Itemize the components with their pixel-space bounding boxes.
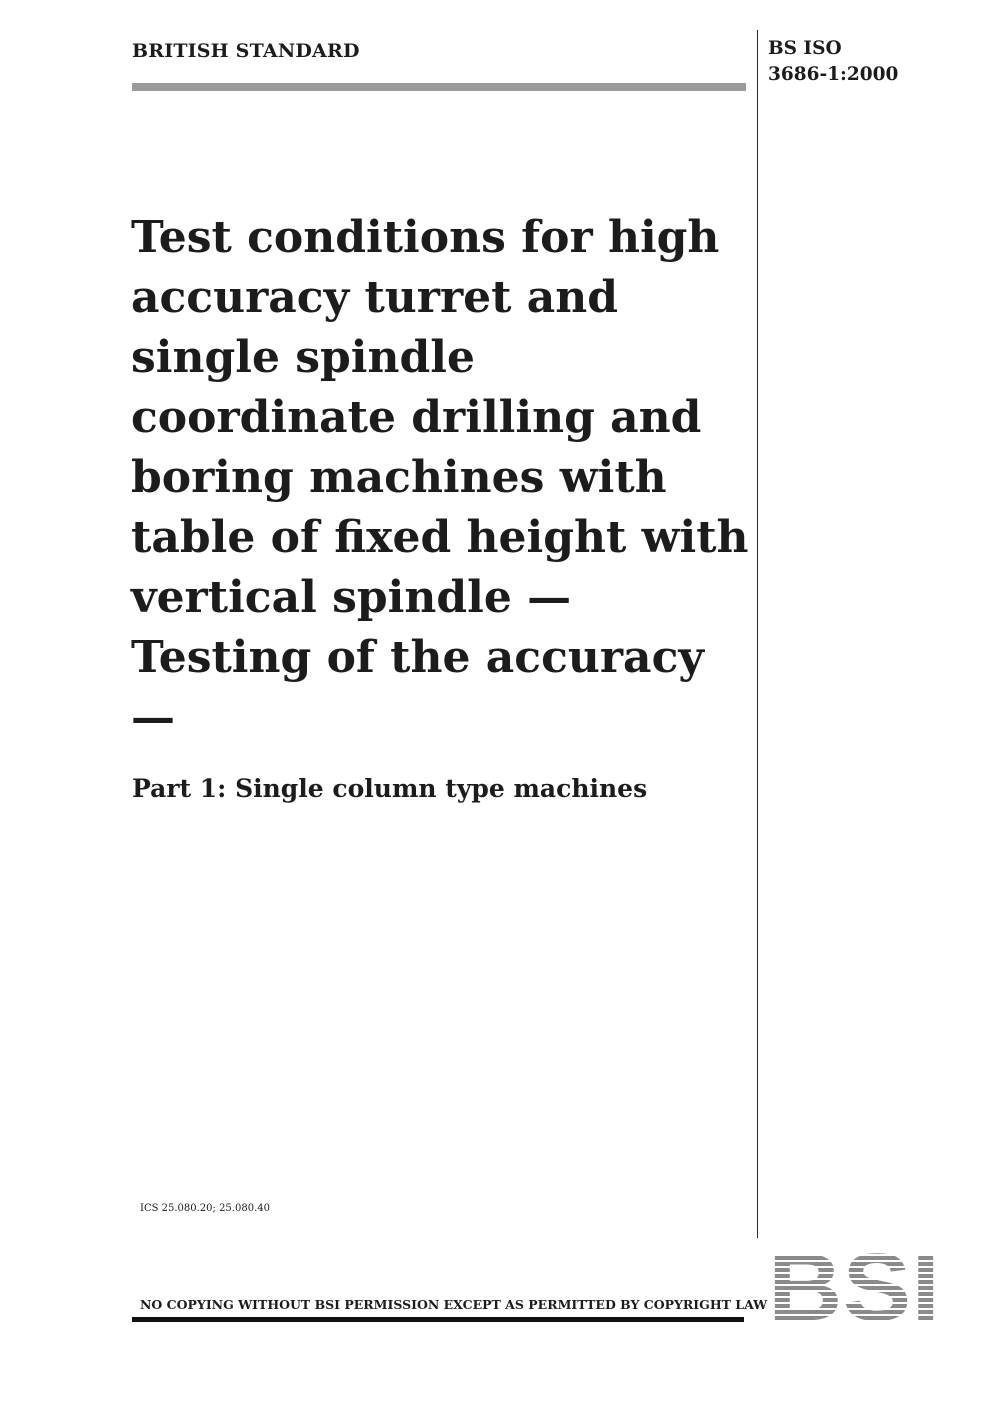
copyright-notice: NO COPYING WITHOUT BSI PERMISSION EXCEPT AS PERMITTED BY COPYRIGHT LAW <box>140 1297 768 1312</box>
bsi-logo <box>766 1244 942 1324</box>
document-number-line-2: 3686-1:2000 <box>768 64 899 85</box>
document-number <box>768 36 898 88</box>
standard-type-label: BRITISH STANDARD <box>132 40 360 62</box>
bsi-logo-lettering: BSI <box>768 1244 940 1324</box>
footer-rule <box>132 1317 744 1322</box>
document-subtitle: Part 1: Single column type machines <box>132 774 648 803</box>
vertical-divider <box>757 30 758 1238</box>
ics-codes: ICS 25.080.20; 25.080.40 <box>140 1203 270 1214</box>
document-number-line-1: BS ISO <box>768 38 842 59</box>
header-rule <box>132 83 746 91</box>
document-title: Test conditions for high accuracy turret and single spindle coordinate drilling and boring machines with table of fixed height with vertical spindle — Testing of the accuracy — <box>131 212 749 743</box>
